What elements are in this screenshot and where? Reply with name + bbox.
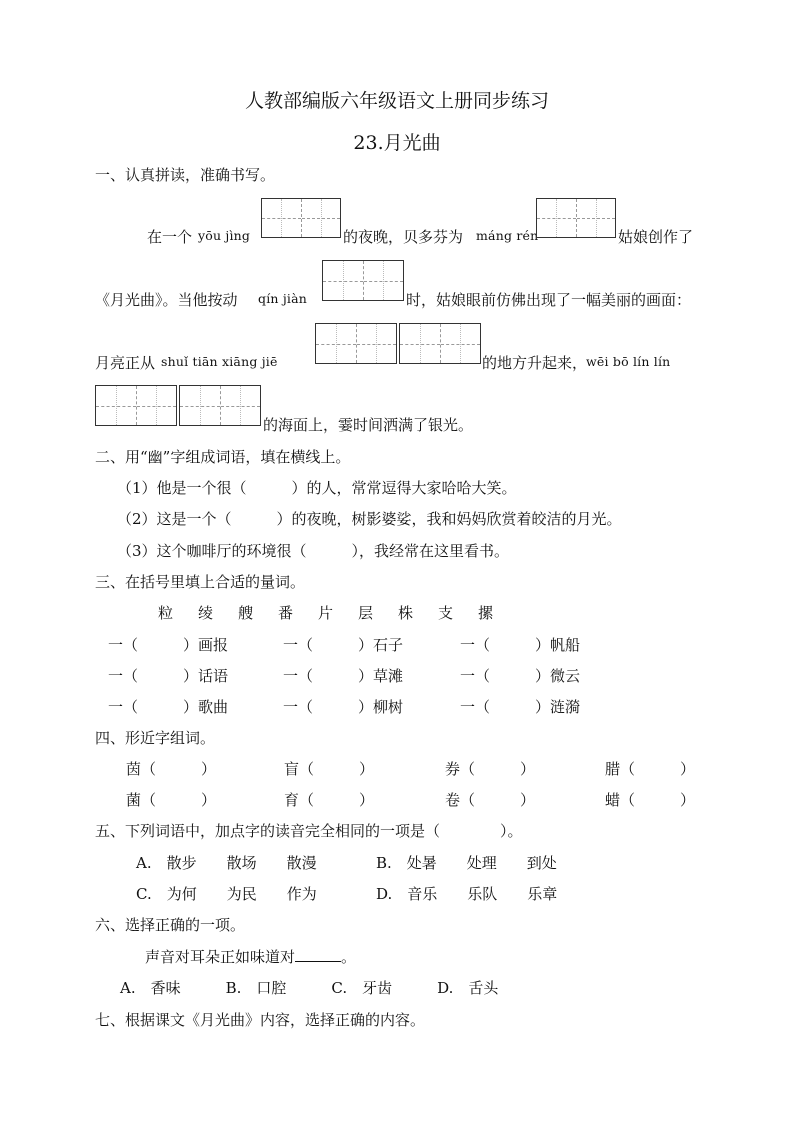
s1-text-2b: 时，姑娘眼前仿佛出现了一幅美丽的画面： — [406, 291, 692, 309]
s1-text-2a: 《月光曲》。当他按动 — [95, 291, 238, 309]
s6-question-end: 。 — [341, 948, 357, 966]
pinyin-weibolinlin: wēi bō lín lín — [586, 354, 671, 369]
measure-word: 粒 — [158, 604, 174, 622]
lesson-title: 23.月光曲 — [353, 132, 441, 154]
s3-item: 一（ ）涟漪 — [460, 698, 581, 716]
page-title: 人教部编版六年级语文上册同步练习 — [244, 90, 549, 112]
s4-item: 卷（ ） — [445, 791, 536, 809]
s3-item: 一（ ）歌曲 — [108, 698, 229, 716]
measure-word: 艘 — [238, 604, 254, 622]
s2-question-2: （2）这是一个（ ）的夜晚，树影婆娑，我和妈妈欣赏着皎洁的月光。 — [117, 510, 622, 528]
s3-item: 一（ ）石子 — [283, 636, 404, 654]
s4-item: 育（ ） — [284, 791, 375, 809]
s5-option-b: B. 处暑 处理 到处 — [376, 854, 557, 872]
s1-text-1c: 姑娘创作了 — [618, 228, 694, 246]
answer-blank[interactable] — [295, 947, 341, 962]
section-3-heading: 三、在括号里填上合适的量词。 — [95, 573, 306, 591]
s3-item: 一（ ）帆船 — [460, 636, 581, 654]
s2-question-3: （3）这个咖啡厅的环境很（ ），我经常在这里看书。 — [117, 542, 510, 560]
writing-grid-shuitian[interactable] — [315, 323, 397, 364]
s4-item: 蜡（ ） — [605, 791, 696, 809]
measure-word: 番 — [278, 604, 294, 622]
s1-text-3b: 的地方升起来， — [482, 354, 588, 372]
pinyin-qinjian: qín jiàn — [258, 291, 307, 306]
s5-option-a: A. 散步 散场 散漫 — [136, 854, 317, 872]
s5-option-c: C. 为何 为民 作为 — [136, 885, 317, 903]
s3-item: 一（ ）画报 — [108, 636, 229, 654]
section-7-heading: 七、根据课文《月光曲》内容，选择正确的内容。 — [95, 1011, 426, 1029]
writing-grid-youjing[interactable] — [261, 198, 341, 238]
writing-grid-weibo[interactable] — [95, 385, 177, 426]
measure-word: 支 — [438, 604, 454, 622]
section-5-heading: 五、下列词语中，加点字的读音完全相同的一项是（ ）。 — [95, 822, 523, 840]
s3-item: 一（ ）草滩 — [283, 667, 404, 685]
s3-item: 一（ ）话语 — [108, 667, 229, 685]
s4-item: 盲（ ） — [284, 760, 375, 778]
writing-grid-xiangjie[interactable] — [399, 323, 481, 364]
s2-question-1: （1）他是一个很（ ）的人，常常逗得大家哈哈大笑。 — [117, 479, 517, 497]
measure-word: 株 — [398, 604, 414, 622]
writing-grid-linlin[interactable] — [179, 385, 261, 426]
s1-text-4: 的海面上，霎时间洒满了银光。 — [263, 416, 474, 434]
s6-options: A. 香味 B. 口腔 C. 牙齿 D. 舌头 — [120, 979, 499, 997]
s4-item: 券（ ） — [445, 760, 536, 778]
s3-item: 一（ ）柳树 — [283, 698, 404, 716]
s3-item: 一（ ）微云 — [460, 667, 581, 685]
section-2-heading: 二、用“幽”字组成词语，填在横线上。 — [95, 448, 351, 466]
section-1-heading: 一、认真拼读，准确书写。 — [95, 166, 276, 184]
s4-item: 茵（ ） — [126, 760, 217, 778]
pinyin-shuitianxiangjie: shuǐ tiān xiāng jiē — [161, 354, 278, 369]
measure-word: 摞 — [478, 604, 494, 622]
s5-option-d: D. 音乐 乐队 乐章 — [376, 885, 558, 903]
s6-question-text: 声音对耳朵正如味道对 — [145, 948, 296, 966]
s1-text-1b: 的夜晚，贝多芬为 — [343, 228, 464, 246]
s4-item: 腊（ ） — [605, 760, 696, 778]
writing-grid-mangren[interactable] — [536, 198, 616, 238]
pinyin-youjing: yōu jìng — [198, 228, 251, 243]
measure-word: 绫 — [198, 604, 214, 622]
section-4-heading: 四、形近字组词。 — [95, 729, 216, 747]
measure-word: 层 — [358, 604, 374, 622]
measure-word: 片 — [318, 604, 334, 622]
section-6-heading: 六、选择正确的一项。 — [95, 916, 246, 934]
s1-text-3a: 月亮正从 — [95, 354, 156, 372]
writing-grid-qinjian[interactable] — [322, 260, 404, 301]
s6-question — [145, 946, 356, 967]
pinyin-mangren: máng rén — [476, 228, 539, 243]
s1-text-1a: 在一个 — [147, 228, 193, 246]
s4-item: 菌（ ） — [126, 791, 217, 809]
